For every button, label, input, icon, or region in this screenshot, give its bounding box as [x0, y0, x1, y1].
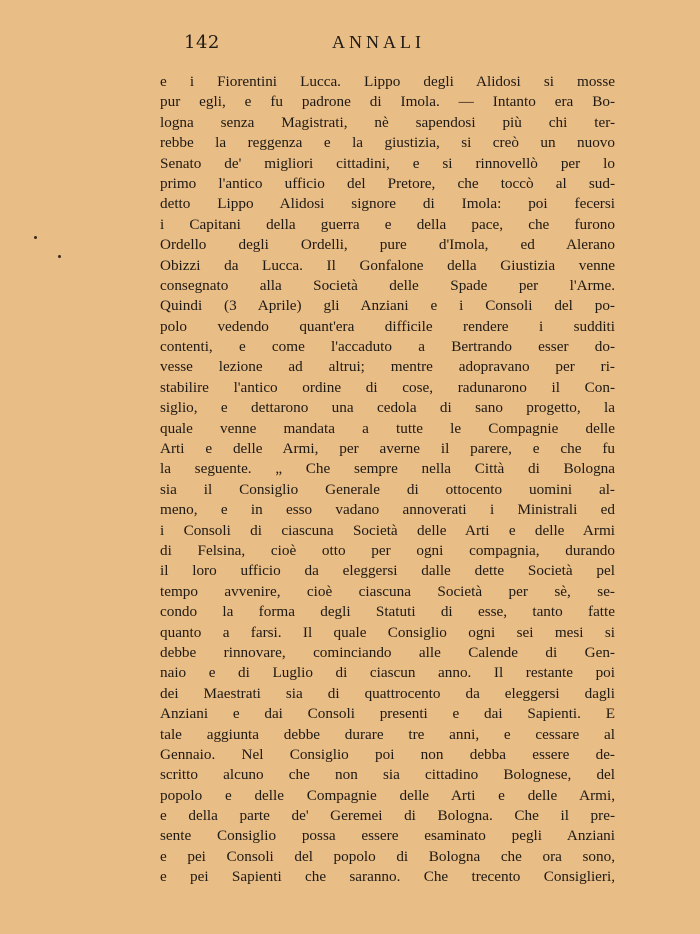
text-line: Quindi (3 Aprile) gli Anziani e i Consoli del po-: [160, 297, 615, 315]
text-line: consegnato alla Società delle Spade per l'Arme.: [160, 276, 615, 294]
text-line: stabilire l'antico ordine di cose, radunarono il Con-: [160, 378, 615, 396]
paper-speck: [34, 236, 37, 239]
text-line: Gennaio. Nel Consiglio poi non debba essere de-: [160, 745, 615, 763]
text-line: la seguente. „ Che sempre nella Città di Bologna: [160, 460, 615, 478]
text-line: debbe rinnovare, cominciando alle Calende di Gen-: [160, 643, 615, 661]
text-line: tempo avvenire, cioè ciascuna Società per sè, se-: [160, 582, 615, 600]
text-line: i Capitani della guerra e della pace, che furono: [160, 215, 615, 233]
text-line: detto Lippo Alidosi signore di Imola: poi fecersi: [160, 195, 615, 213]
text-line: naio e di Luglio di ciascun anno. Il restante poi: [160, 664, 615, 682]
text-line: e della parte de' Geremei di Bologna. Che il pre-: [160, 807, 615, 825]
text-line: dei Maestrati sia di quattrocento da eleggersi dagli: [160, 684, 615, 702]
text-line: i Consoli di ciascuna Società delle Arti e delle Armi: [160, 521, 615, 539]
text-line: sente Consiglio possa essere esaminato pegli Anziani: [160, 827, 615, 845]
text-line: scritto alcuno che non sia cittadino Bolognese, del: [160, 766, 615, 784]
text-line: popolo e delle Compagnie delle Arti e delle Armi,: [160, 786, 615, 804]
text-line: il loro ufficio da eleggersi dalle dette Società pel: [160, 562, 615, 580]
text-line: tale aggiunta debbe durare tre anni, e cessare al: [160, 725, 615, 743]
text-line: rebbe la reggenza e la giustizia, si creò un nuovo: [160, 134, 615, 152]
text-line: di Felsina, cioè otto per ogni compagnia, durando: [160, 541, 615, 559]
text-line: condo la forma degli Statuti di esse, tanto fatte: [160, 603, 615, 621]
text-line: Ordello degli Ordelli, pure d'Imola, ed Alerano: [160, 236, 615, 254]
text-line: contenti, e come l'accaduto a Bertrando esser do-: [160, 338, 615, 356]
text-line: logna senza Magistrati, nè sapendosi più chi ter-: [160, 113, 615, 131]
text-line: Obizzi da Lucca. Il Gonfalone della Giustizia venne: [160, 256, 615, 274]
text-line: siglio, e dettarono una cedola di sano progetto, la: [160, 399, 615, 417]
text-line: meno, e in esso vadano annoverati i Ministrali ed: [160, 501, 615, 519]
page-number: 142: [184, 32, 220, 53]
body-text: [160, 72, 615, 888]
text-line: polo vedendo quant'era difficile rendere i sudditi: [160, 317, 615, 335]
text-line: quale venne mandata a tutte le Compagnie delle: [160, 419, 615, 437]
text-line: pur egli, e fu padrone di Imola. — Intanto era Bo-: [160, 93, 615, 111]
text-line: e pei Sapienti che saranno. Che trecento Consiglieri,: [160, 868, 615, 886]
text-line: sia il Consiglio Generale di ottocento uomini al-: [160, 480, 615, 498]
text-line: quanto a farsi. Il quale Consiglio ogni sei mesi si: [160, 623, 615, 641]
text-line: Anziani e dai Consoli presenti e dai Sapienti. E: [160, 705, 615, 723]
page-header: [184, 32, 614, 56]
text-line: vesse lezione ad altrui; mentre adopravano per ri-: [160, 358, 615, 376]
text-line: Arti e delle Armi, per averne il parere, e che fu: [160, 440, 615, 458]
text-line: primo l'antico ufficio del Pretore, che toccò al sud-: [160, 174, 615, 192]
running-title: ANNALI: [332, 32, 425, 52]
text-line: e i Fiorentini Lucca. Lippo degli Alidosi si mosse: [160, 73, 615, 90]
text-line: e pei Consoli del popolo di Bologna che ora sono,: [160, 847, 615, 865]
text-line: Senato de' migliori cittadini, e si rinnovellò per lo: [160, 154, 615, 172]
paper-speck: [58, 255, 61, 258]
